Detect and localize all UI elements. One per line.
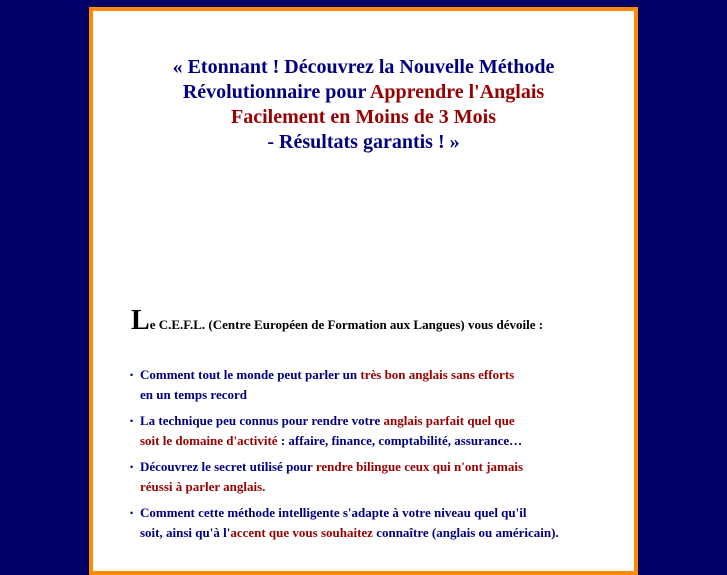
item-highlight: anglais parfait quel que (383, 413, 515, 428)
list-item (130, 457, 630, 497)
bullet-icon: • (130, 370, 134, 380)
item-text: en un temps record (140, 387, 248, 402)
item-highlight: soit le domaine d'activité (140, 433, 278, 448)
item-highlight: accent que vous souhaitez (230, 525, 373, 540)
item-continuation (130, 385, 630, 405)
dropcap-letter: L (131, 305, 150, 336)
item-text: Comment cette méthode intelligente s'adapte à votre niveau quel qu'il (140, 505, 527, 520)
item-highlight: rendre bilingue ceux qui n'ont jamais (315, 459, 524, 474)
headline-line-3: Facilement en Moins de 3 Mois (231, 106, 496, 128)
bullet-icon: • (130, 416, 134, 426)
list-item (130, 365, 630, 405)
item-continuation (130, 431, 630, 451)
item-highlight: réussi à parler anglais. (140, 479, 266, 494)
list-item (130, 411, 630, 451)
item-text: Comment tout le monde peut parler un (140, 367, 361, 382)
intro-text: e C.E.F.L. (Centre Européen de Formation aux Langues) vous dévoile : (149, 317, 544, 332)
item-text: soit, ainsi qu'à l' (140, 525, 231, 540)
bullet-icon: • (130, 462, 134, 472)
content-frame (89, 7, 638, 575)
headline-line-1: « Etonnant ! Découvrez la Nouvelle Méthode (172, 56, 555, 78)
item-highlight: très bon anglais sans efforts (360, 367, 515, 382)
headline (93, 55, 634, 155)
intro-paragraph (131, 307, 543, 335)
headline-line-2-b: Apprendre l'Anglais (369, 81, 545, 103)
bullet-icon: • (130, 508, 134, 518)
item-continuation (130, 477, 630, 497)
item-text: La technique peu connus pour rendre votre (140, 413, 384, 428)
headline-line-4: - Résultats garantis ! » (267, 131, 460, 153)
item-continuation (130, 523, 630, 543)
list-item (130, 503, 630, 543)
item-text: Découvrez le secret utilisé pour (140, 459, 316, 474)
item-text: connaître (anglais ou américain). (372, 525, 559, 540)
headline-line-2-a: Révolutionnaire pour (182, 81, 370, 103)
headline-line-2 (93, 80, 634, 105)
item-text: : affaire, finance, comptabilité, assurance… (277, 433, 523, 448)
benefits-list (130, 365, 630, 549)
